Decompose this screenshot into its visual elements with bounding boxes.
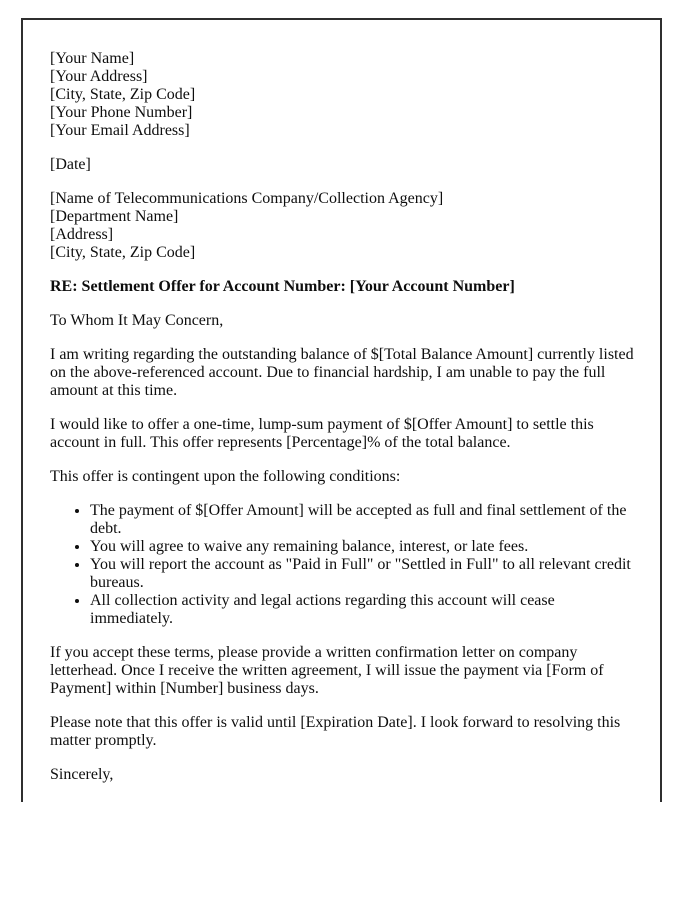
date-line: [Date] [50,156,91,173]
condition-item-waive: • You will agree to waive any remaining balance, interest, or late fees. [90,538,634,556]
recipient-block [50,190,634,262]
body-paragraph-offer: I would like to offer a one-time, lump-sum payment of $[Offer Amount] to settle this account in full. This offer represents [Percentage]% of the total balance. [50,416,594,451]
closing-paragraph-terms: If you accept these terms, please provide a written confirmation letter on company letterhead. Once I receive the written agreement, I will issue the payment via [Form of Payment] within [Number] business days. [50,644,604,697]
sender-phone-line: [Your Phone Number] [50,104,193,121]
condition-item-payment: • The payment of $[Offer Amount] will be accepted as full and final settlement of the debt. [90,502,634,538]
body-paragraph-balance: I am writing regarding the outstanding balance of $[Total Balance Amount] currently listed on the above-referenced account. Due to financial hardship, I am unable to pay the full amount at this time. [50,346,634,399]
condition-item-cease-collection: • All collection activity and legal actions regarding this account will cease immediately. [90,592,634,628]
recipient-city-state-zip-line: [City, State, Zip Code] [50,244,196,261]
conditions-list [50,502,634,628]
sender-city-state-zip-line: [City, State, Zip Code] [50,86,196,103]
sign-off: Sincerely, [50,766,114,783]
letter-page [21,18,662,802]
condition-item-credit-report: • You will report the account as "Paid in Full" or "Settled in Full" to all relevant credit bureaus. [90,556,634,592]
recipient-department-line: [Department Name] [50,208,179,225]
sender-email-line: [Your Email Address] [50,122,190,139]
salutation: To Whom It May Concern, [50,312,224,329]
conditions-intro: This offer is contingent upon the following conditions: [50,468,401,485]
recipient-company-line: [Name of Telecommunications Company/Collection Agency] [50,190,444,207]
subject-line: RE: Settlement Offer for Account Number: [Your Account Number] [50,278,515,295]
closing-paragraph-expiration: Please note that this offer is valid until [Expiration Date]. I look forward to resolving this matter promptly. [50,714,621,749]
recipient-address-line: [Address] [50,226,114,243]
sender-name-line: [Your Name] [50,50,135,67]
sender-block [50,50,634,140]
sender-address-line: [Your Address] [50,68,148,85]
